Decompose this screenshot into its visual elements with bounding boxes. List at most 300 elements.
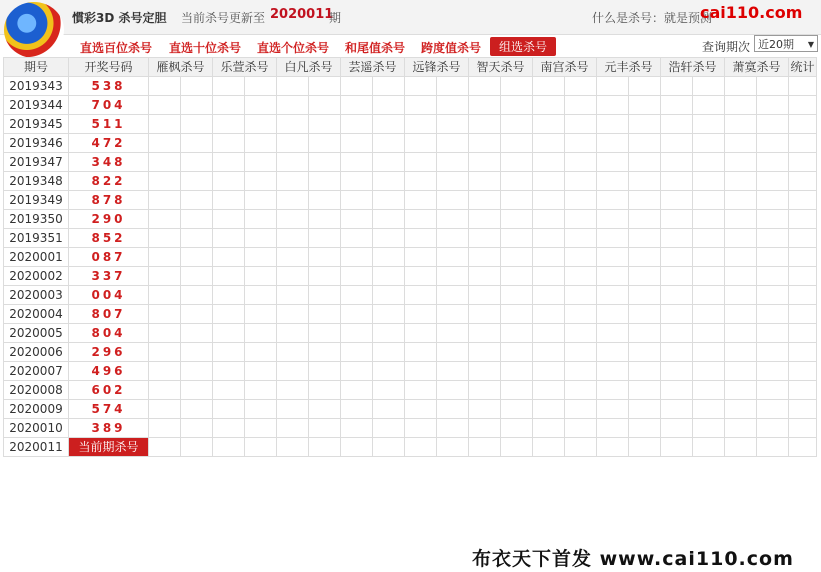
empty-cell: [277, 419, 309, 438]
empty-cell: [469, 267, 501, 286]
empty-cell: [213, 362, 245, 381]
empty-cell: [501, 248, 533, 267]
empty-cell: [565, 438, 597, 457]
empty-cell: [309, 343, 341, 362]
empty-cell: [405, 343, 437, 362]
empty-cell: [501, 419, 533, 438]
empty-cell: [277, 286, 309, 305]
nav-sum-tail-kill[interactable]: 和尾值杀号: [345, 41, 406, 55]
empty-cell: [469, 134, 501, 153]
empty-cell: [437, 305, 469, 324]
empty-cell: [661, 362, 693, 381]
empty-cell: [757, 210, 789, 229]
empty-cell: [533, 115, 565, 134]
empty-cell: [373, 134, 405, 153]
empty-cell: [757, 438, 789, 457]
empty-cell: [309, 191, 341, 210]
empty-cell: [757, 172, 789, 191]
empty-cell: [277, 229, 309, 248]
empty-cell: [213, 305, 245, 324]
empty-cell: [757, 381, 789, 400]
empty-cell: [149, 96, 181, 115]
empty-cell: [341, 134, 373, 153]
empty-cell: [213, 419, 245, 438]
empty-cell: [309, 362, 341, 381]
empty-cell: [437, 438, 469, 457]
empty-cell: [661, 115, 693, 134]
empty-cell: [725, 96, 757, 115]
empty-cell: [629, 229, 661, 248]
draw-number-cell: 574: [69, 400, 149, 419]
empty-cell: [789, 96, 817, 115]
empty-cell: [149, 400, 181, 419]
empty-cell: [533, 134, 565, 153]
empty-cell: [533, 305, 565, 324]
empty-cell: [469, 115, 501, 134]
empty-cell: [341, 96, 373, 115]
nav-hundreds-kill[interactable]: 直选百位杀号: [80, 41, 153, 55]
empty-cell: [181, 96, 213, 115]
empty-cell: [629, 153, 661, 172]
predictor-header: 白凡杀号: [277, 58, 341, 77]
empty-cell: [629, 248, 661, 267]
nav-units-kill[interactable]: 直选个位杀号: [257, 41, 330, 55]
empty-cell: [437, 267, 469, 286]
empty-cell: [629, 191, 661, 210]
table-row: [4, 343, 817, 362]
empty-cell: [597, 210, 629, 229]
empty-cell: [309, 153, 341, 172]
empty-cell: [181, 419, 213, 438]
empty-cell: [693, 77, 725, 96]
table-row: [4, 77, 817, 96]
empty-cell: [725, 248, 757, 267]
empty-cell: [341, 191, 373, 210]
empty-cell: [437, 134, 469, 153]
period-cell: 2020007: [4, 362, 69, 381]
empty-cell: [661, 248, 693, 267]
empty-cell: [565, 248, 597, 267]
empty-cell: [501, 153, 533, 172]
period-range-select[interactable]: [754, 35, 818, 52]
nav-tens-kill[interactable]: 直选十位杀号: [169, 41, 242, 55]
empty-cell: [149, 381, 181, 400]
empty-cell: [437, 77, 469, 96]
empty-cell: [597, 153, 629, 172]
empty-cell: [757, 400, 789, 419]
period-cell: 2019347: [4, 153, 69, 172]
empty-cell: [149, 343, 181, 362]
empty-cell: [277, 267, 309, 286]
empty-cell: [213, 229, 245, 248]
empty-cell: [213, 77, 245, 96]
empty-cell: [277, 191, 309, 210]
empty-cell: [405, 438, 437, 457]
empty-cell: [533, 267, 565, 286]
empty-cell: [629, 400, 661, 419]
empty-cell: [661, 286, 693, 305]
empty-cell: [149, 286, 181, 305]
draw-number-cell: 389: [69, 419, 149, 438]
empty-cell: [565, 115, 597, 134]
empty-cell: [757, 229, 789, 248]
period-cell: 2019344: [4, 96, 69, 115]
empty-cell: [309, 77, 341, 96]
empty-cell: [405, 153, 437, 172]
empty-cell: [405, 324, 437, 343]
empty-cell: [693, 153, 725, 172]
empty-cell: [629, 343, 661, 362]
predictor-header: 雁枫杀号: [149, 58, 213, 77]
empty-cell: [341, 362, 373, 381]
nav-group-kill[interactable]: 组选杀号: [490, 37, 556, 56]
empty-cell: [469, 96, 501, 115]
empty-cell: [757, 77, 789, 96]
empty-cell: [629, 362, 661, 381]
empty-cell: [469, 381, 501, 400]
empty-cell: [341, 267, 373, 286]
empty-cell: [725, 172, 757, 191]
empty-cell: [181, 153, 213, 172]
empty-cell: [149, 248, 181, 267]
empty-cell: [309, 248, 341, 267]
empty-cell: [501, 381, 533, 400]
table-body: [4, 77, 817, 457]
empty-cell: [373, 343, 405, 362]
empty-cell: [533, 172, 565, 191]
table-row: [4, 96, 817, 115]
empty-cell: [341, 115, 373, 134]
draw-number-cell: 878: [69, 191, 149, 210]
empty-cell: [725, 324, 757, 343]
empty-cell: [213, 400, 245, 419]
empty-cell: [501, 115, 533, 134]
empty-cell: [341, 210, 373, 229]
empty-cell: [565, 77, 597, 96]
empty-cell: [597, 381, 629, 400]
empty-cell: [405, 229, 437, 248]
empty-cell: [501, 438, 533, 457]
predictor-header: 远锋杀号: [405, 58, 469, 77]
empty-cell: [725, 419, 757, 438]
empty-cell: [149, 191, 181, 210]
empty-cell: [661, 210, 693, 229]
empty-cell: [181, 381, 213, 400]
empty-cell: [661, 343, 693, 362]
empty-cell: [181, 400, 213, 419]
predictor-header: 萧寞杀号: [725, 58, 789, 77]
empty-cell: [373, 305, 405, 324]
empty-cell: [597, 172, 629, 191]
empty-cell: [277, 115, 309, 134]
empty-cell: [149, 305, 181, 324]
empty-cell: [533, 362, 565, 381]
site-name[interactable]: cai110.com: [700, 3, 803, 22]
empty-cell: [693, 324, 725, 343]
empty-cell: [501, 191, 533, 210]
empty-cell: [309, 210, 341, 229]
empty-cell: [629, 210, 661, 229]
period-cell: 2019346: [4, 134, 69, 153]
empty-cell: [469, 343, 501, 362]
empty-cell: [373, 210, 405, 229]
empty-cell: [373, 267, 405, 286]
empty-cell: [565, 362, 597, 381]
empty-cell: [245, 172, 277, 191]
empty-cell: [661, 305, 693, 324]
empty-cell: [309, 400, 341, 419]
empty-cell: [661, 381, 693, 400]
empty-cell: [469, 286, 501, 305]
empty-cell: [373, 153, 405, 172]
empty-cell: [213, 134, 245, 153]
empty-cell: [373, 419, 405, 438]
empty-cell: [789, 305, 817, 324]
empty-cell: [405, 172, 437, 191]
predictor-header: 智天杀号: [469, 58, 533, 77]
empty-cell: [629, 115, 661, 134]
draw-number-cell: 004: [69, 286, 149, 305]
empty-cell: [309, 305, 341, 324]
empty-cell: [597, 286, 629, 305]
empty-cell: [501, 305, 533, 324]
empty-cell: [309, 419, 341, 438]
table-header-row: [4, 58, 817, 77]
predictor-header: 元丰杀号: [597, 58, 661, 77]
empty-cell: [245, 286, 277, 305]
current-period-row: [4, 438, 817, 457]
empty-cell: [277, 305, 309, 324]
empty-cell: [789, 229, 817, 248]
empty-cell: [213, 286, 245, 305]
empty-cell: [693, 248, 725, 267]
empty-cell: [661, 267, 693, 286]
empty-cell: [181, 324, 213, 343]
empty-cell: [597, 324, 629, 343]
empty-cell: [469, 438, 501, 457]
update-suffix: 期: [329, 11, 342, 25]
period-cell: 2019348: [4, 172, 69, 191]
empty-cell: [757, 134, 789, 153]
empty-cell: [341, 229, 373, 248]
empty-cell: [789, 77, 817, 96]
empty-cell: [437, 286, 469, 305]
empty-cell: [469, 153, 501, 172]
empty-cell: [725, 286, 757, 305]
empty-cell: [789, 419, 817, 438]
empty-cell: [277, 362, 309, 381]
empty-cell: [693, 305, 725, 324]
empty-cell: [341, 153, 373, 172]
period-cell: 2020004: [4, 305, 69, 324]
table-row: [4, 400, 817, 419]
empty-cell: [725, 191, 757, 210]
empty-cell: [597, 77, 629, 96]
empty-cell: [213, 210, 245, 229]
empty-cell: [629, 305, 661, 324]
empty-cell: [789, 381, 817, 400]
empty-cell: [597, 438, 629, 457]
empty-cell: [789, 286, 817, 305]
table-row: [4, 305, 817, 324]
empty-cell: [405, 286, 437, 305]
empty-cell: [245, 400, 277, 419]
period-cell: 2020008: [4, 381, 69, 400]
empty-cell: [373, 438, 405, 457]
empty-cell: [373, 381, 405, 400]
empty-cell: [757, 419, 789, 438]
empty-cell: [437, 210, 469, 229]
empty-cell: [437, 96, 469, 115]
empty-cell: [341, 286, 373, 305]
empty-cell: [245, 77, 277, 96]
empty-cell: [245, 267, 277, 286]
query-label: 查询期次: [702, 40, 751, 54]
empty-cell: [693, 362, 725, 381]
predictor-header: 乐萱杀号: [213, 58, 277, 77]
empty-cell: [469, 191, 501, 210]
empty-cell: [341, 77, 373, 96]
empty-cell: [277, 96, 309, 115]
empty-cell: [789, 438, 817, 457]
empty-cell: [181, 305, 213, 324]
empty-cell: [789, 248, 817, 267]
empty-cell: [469, 400, 501, 419]
top-bar: [0, 0, 821, 35]
empty-cell: [693, 210, 725, 229]
empty-cell: [501, 343, 533, 362]
empty-cell: [245, 381, 277, 400]
empty-cell: [597, 400, 629, 419]
empty-cell: [245, 438, 277, 457]
table-row: [4, 267, 817, 286]
empty-cell: [693, 191, 725, 210]
empty-cell: [149, 419, 181, 438]
empty-cell: [789, 210, 817, 229]
empty-cell: [181, 248, 213, 267]
empty-cell: [597, 134, 629, 153]
period-cell: 2019343: [4, 77, 69, 96]
empty-cell: [565, 172, 597, 191]
empty-cell: [437, 362, 469, 381]
empty-cell: [341, 305, 373, 324]
draw-number-cell: 822: [69, 172, 149, 191]
empty-cell: [693, 134, 725, 153]
empty-cell: [597, 191, 629, 210]
table-row: [4, 286, 817, 305]
empty-cell: [245, 134, 277, 153]
empty-cell: [725, 381, 757, 400]
empty-cell: [245, 343, 277, 362]
current-period-cell: 2020011: [4, 438, 69, 457]
draw-number-cell: 348: [69, 153, 149, 172]
empty-cell: [437, 324, 469, 343]
empty-cell: [181, 343, 213, 362]
empty-cell: [469, 77, 501, 96]
empty-cell: [373, 400, 405, 419]
period-cell: 2020009: [4, 400, 69, 419]
empty-cell: [341, 248, 373, 267]
draw-number-cell: 602: [69, 381, 149, 400]
empty-cell: [277, 172, 309, 191]
table-row: [4, 229, 817, 248]
empty-cell: [725, 210, 757, 229]
empty-cell: [501, 286, 533, 305]
empty-cell: [277, 324, 309, 343]
empty-cell: [149, 324, 181, 343]
empty-cell: [693, 96, 725, 115]
empty-cell: [725, 134, 757, 153]
empty-cell: [373, 362, 405, 381]
empty-cell: [501, 210, 533, 229]
empty-cell: [245, 153, 277, 172]
empty-cell: [373, 115, 405, 134]
empty-cell: [149, 229, 181, 248]
empty-cell: [437, 153, 469, 172]
empty-cell: [725, 229, 757, 248]
empty-cell: [437, 191, 469, 210]
empty-cell: [565, 191, 597, 210]
empty-cell: [565, 153, 597, 172]
empty-cell: [341, 438, 373, 457]
empty-cell: [149, 77, 181, 96]
draw-number-cell: 472: [69, 134, 149, 153]
empty-cell: [149, 438, 181, 457]
empty-cell: [757, 362, 789, 381]
empty-cell: [757, 343, 789, 362]
empty-cell: [277, 134, 309, 153]
draw-number-cell: 704: [69, 96, 149, 115]
empty-cell: [437, 229, 469, 248]
empty-cell: [629, 96, 661, 115]
empty-cell: [149, 153, 181, 172]
empty-cell: [405, 77, 437, 96]
empty-cell: [789, 115, 817, 134]
empty-cell: [533, 400, 565, 419]
empty-cell: [533, 419, 565, 438]
empty-cell: [725, 77, 757, 96]
table-row: [4, 153, 817, 172]
empty-cell: [629, 134, 661, 153]
empty-cell: [277, 210, 309, 229]
empty-cell: [405, 115, 437, 134]
empty-cell: [661, 400, 693, 419]
empty-cell: [245, 229, 277, 248]
empty-cell: [309, 229, 341, 248]
empty-cell: [405, 210, 437, 229]
empty-cell: [405, 381, 437, 400]
empty-cell: [373, 191, 405, 210]
empty-cell: [245, 115, 277, 134]
kill-number-table: [3, 57, 817, 457]
empty-cell: [757, 191, 789, 210]
empty-cell: [661, 134, 693, 153]
nav-span-kill[interactable]: 跨度值杀号: [421, 41, 482, 55]
empty-cell: [309, 286, 341, 305]
empty-cell: [661, 153, 693, 172]
empty-cell: [565, 305, 597, 324]
table-row: [4, 362, 817, 381]
empty-cell: [405, 134, 437, 153]
period-cell: 2020003: [4, 286, 69, 305]
empty-cell: [789, 153, 817, 172]
period-range-value: 近20期: [758, 38, 794, 51]
empty-cell: [181, 438, 213, 457]
empty-cell: [757, 324, 789, 343]
stat-header: 统计: [789, 58, 817, 77]
draw-number-cell: 496: [69, 362, 149, 381]
table-row: [4, 210, 817, 229]
